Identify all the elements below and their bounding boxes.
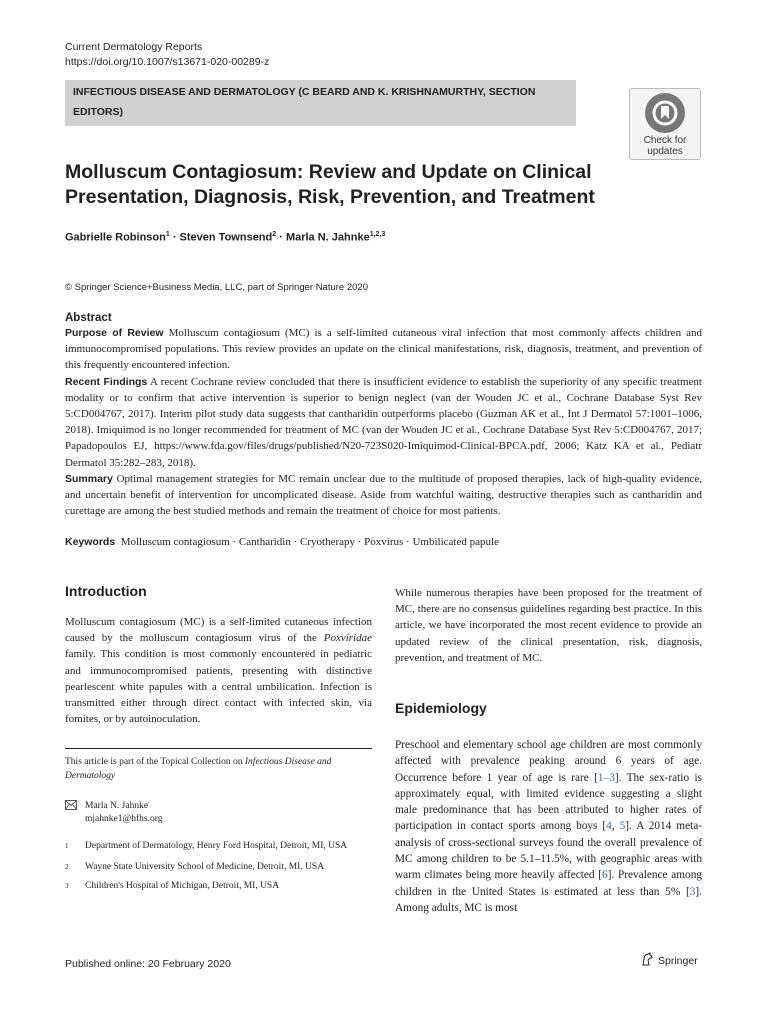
collection-italic[interactable]: Infectious Disease and Dermatology — [65, 757, 332, 781]
epidemiology-heading: Epidemiology — [395, 700, 487, 716]
topical-collection-note — [65, 755, 375, 783]
epi-text: Preschool and elementary school age children are most commonly affected with prevalence peaking around 6 years of age. Occurrence before 1 year of age is rare [ — [395, 739, 702, 784]
citation-link[interactable]: 6 — [602, 869, 608, 882]
epi-text: ]. A 2014 meta-analysis of cross-sectional surveys found the overall prevalence of MC among children to be 5.1–11.5%, with geographic areas with warm climates being more heavily affected [ — [395, 820, 703, 882]
keywords-text: Molluscum contagiosum · Cantharidin · Cryotherapy · Poxvirus · Umbilicated papule — [120, 536, 499, 548]
doi-link[interactable]: https://doi.org/10.1007/s13671-020-00289-z — [65, 56, 270, 68]
author-separator: · — [169, 231, 180, 244]
journal-header — [65, 40, 269, 70]
epi-text: , — [611, 820, 620, 833]
author-affiliation: 2 — [272, 231, 277, 238]
author-name[interactable]: Steven Townsend — [179, 231, 273, 244]
purpose-label: Purpose of Review — [65, 327, 164, 339]
check-for-updates-badge[interactable] — [629, 88, 701, 160]
epi-text: ]. Among adults, MC is most — [395, 885, 702, 914]
author-separator: · — [276, 231, 286, 244]
intro-text-b: family. This condition is most commonly encountered in pediatric and immunocompromised patients, presenting with distinctive pearlescent white papules with a central umbilication. Infection is transmitted either through direct contact with infected skin, via fomites, or by autoinoculation. — [65, 648, 372, 726]
affiliation-2 — [65, 861, 324, 874]
findings-text: A recent Cochrane review concluded that there is insufficient evidence to establish the superiority of any specific treatment modality or to confirm that active intervention is superior to benign neglect (van der Wouden JC et al., Cochrane Database Syst Rev 5:CD004767, 2017). Interim pilot study data suggests that cantharidin outperforms placebo (Guzman AK et al., Int J Dermatol 57:1001–1006, 2018). Imiquimod is no longer recommended for treatment of MC (van der Wouden JC et al., Cochrane Database Syst Rev 5:CD004767, 2017; Papadopoulos EJ, https://www.fda.gov/files/drugs/published/N20-723S020-Imiquimod-Clinical-BPCA.pdf, 2006; Katz KA et al., Pediatr Dermatol 35:282–283, 2018). — [65, 375, 702, 469]
affiliation-3 — [65, 880, 279, 893]
author-name[interactable]: Marla N. Jahnke — [285, 231, 370, 244]
abstract-heading: Abstract — [65, 312, 112, 324]
introduction-continued — [395, 585, 702, 666]
affiliation-text: Department of Dermatology, Henry Ford Hospital, Detroit, MI, USA — [85, 841, 348, 851]
keywords — [65, 536, 499, 548]
footnote-divider — [65, 748, 372, 749]
abstract-purpose — [65, 325, 702, 374]
summary-label: Summary — [65, 472, 113, 485]
affiliation-number: 3 — [65, 882, 69, 890]
author-list — [65, 231, 385, 244]
journal-name: Current Dermatology Reports — [65, 41, 203, 53]
intro-italic: Poxviridae — [323, 632, 372, 645]
badge-line-1: Check for — [643, 135, 687, 146]
springer-horse-icon — [640, 952, 654, 969]
badge-line-2: updates — [647, 146, 683, 157]
citation-link[interactable]: 5 — [619, 820, 626, 833]
abstract-body — [65, 325, 702, 519]
contact-name: Marla N. Jahnke — [85, 801, 149, 811]
intro-continued-text: While numerous therapies have been proposed for the treatment of MC, there are no consensus guidelines regarding best practice. In this article, we have incorporated the most recent evidence to provide an updated review of the clinical presentation, risk, diagnosis, prevention, and treatment of MC. — [395, 587, 702, 664]
purpose-text: Molluscum contagiosum (MC) is a self-limited cutaneous viral infection that most commonly affects children and immunocompromised populations. This review provides an update on the clinical manifestations, risk, diagnosis, treatment, and prevention of this frequently encountered infection. — [65, 327, 702, 372]
citation-link[interactable]: 1–3 — [597, 771, 615, 784]
copyright-notice: © Springer Science+Business Media, LLC, part of Springer Nature 2020 — [65, 282, 368, 293]
epidemiology-text — [395, 737, 702, 916]
introduction-text — [65, 614, 372, 727]
envelope-icon — [65, 800, 77, 815]
author-name[interactable]: Gabrielle Robinson — [65, 231, 166, 244]
contact-email[interactable]: mjahnke1@hfhs.org — [85, 814, 163, 824]
affiliation-text: Wayne State University School of Medicine, Detroit, MI, USA — [85, 862, 325, 872]
affiliation-1 — [65, 840, 347, 853]
citation-link[interactable]: 4 — [606, 820, 612, 833]
published-date: Published online: 20 February 2020 — [65, 958, 231, 970]
contact-info — [85, 800, 162, 826]
abstract-findings — [65, 374, 702, 471]
intro-text-a: Molluscum contagiosum (MC) is a self-limited cutaneous infection caused by the molluscum contagiosum virus of the — [65, 616, 372, 645]
section-banner: INFECTIOUS DISEASE AND DERMATOLOGY (C BEARD AND K. KRISHNAMURTHY, SECTION EDITORS) — [65, 80, 576, 126]
citation-link[interactable]: 3 — [689, 885, 696, 898]
abstract-summary — [65, 471, 702, 520]
introduction-heading: Introduction — [65, 583, 147, 599]
summary-text: Optimal management strategies for MC remain unclear due to the multitude of proposed therapies, lack of high-quality evidence, and uncertain benefit of intervention for uncomplicated disease. Aside from watchful waiting, destructive therapies such as cantharidin and curettage are among the best studied methods and remain the treatment of choice for most patients. — [65, 472, 702, 518]
bookmark-icon — [645, 93, 685, 133]
author-affiliation: 1,2,3 — [369, 231, 386, 238]
publisher-name: Springer — [658, 954, 698, 967]
author-affiliation: 1 — [165, 231, 170, 238]
affiliation-text: Children's Hospital of Michigan, Detroit, MI, USA — [85, 881, 280, 891]
keywords-label: Keywords — [65, 536, 116, 548]
article-title: Molluscum Contagiosum: Review and Update on Clinical Presentation, Diagnosis, Risk, Prevention, and Treatment — [65, 161, 595, 208]
corresponding-author — [65, 800, 162, 826]
collection-text: This article is part of the Topical Collection on — [65, 757, 245, 767]
epi-text: ]. Prevalence among children in the United States is estimated at less than 5% [ — [395, 869, 702, 898]
epi-text: ]. The sex-ratio is approximately equal, with limited evidence suggesting a slight male predominance that has been attributed to higher rates of participation in contact sports among boys [ — [395, 771, 702, 833]
affiliation-number: 2 — [65, 863, 69, 871]
publisher-logo — [640, 952, 698, 969]
findings-label: Recent Findings — [65, 375, 148, 388]
affiliation-number: 1 — [65, 842, 69, 850]
